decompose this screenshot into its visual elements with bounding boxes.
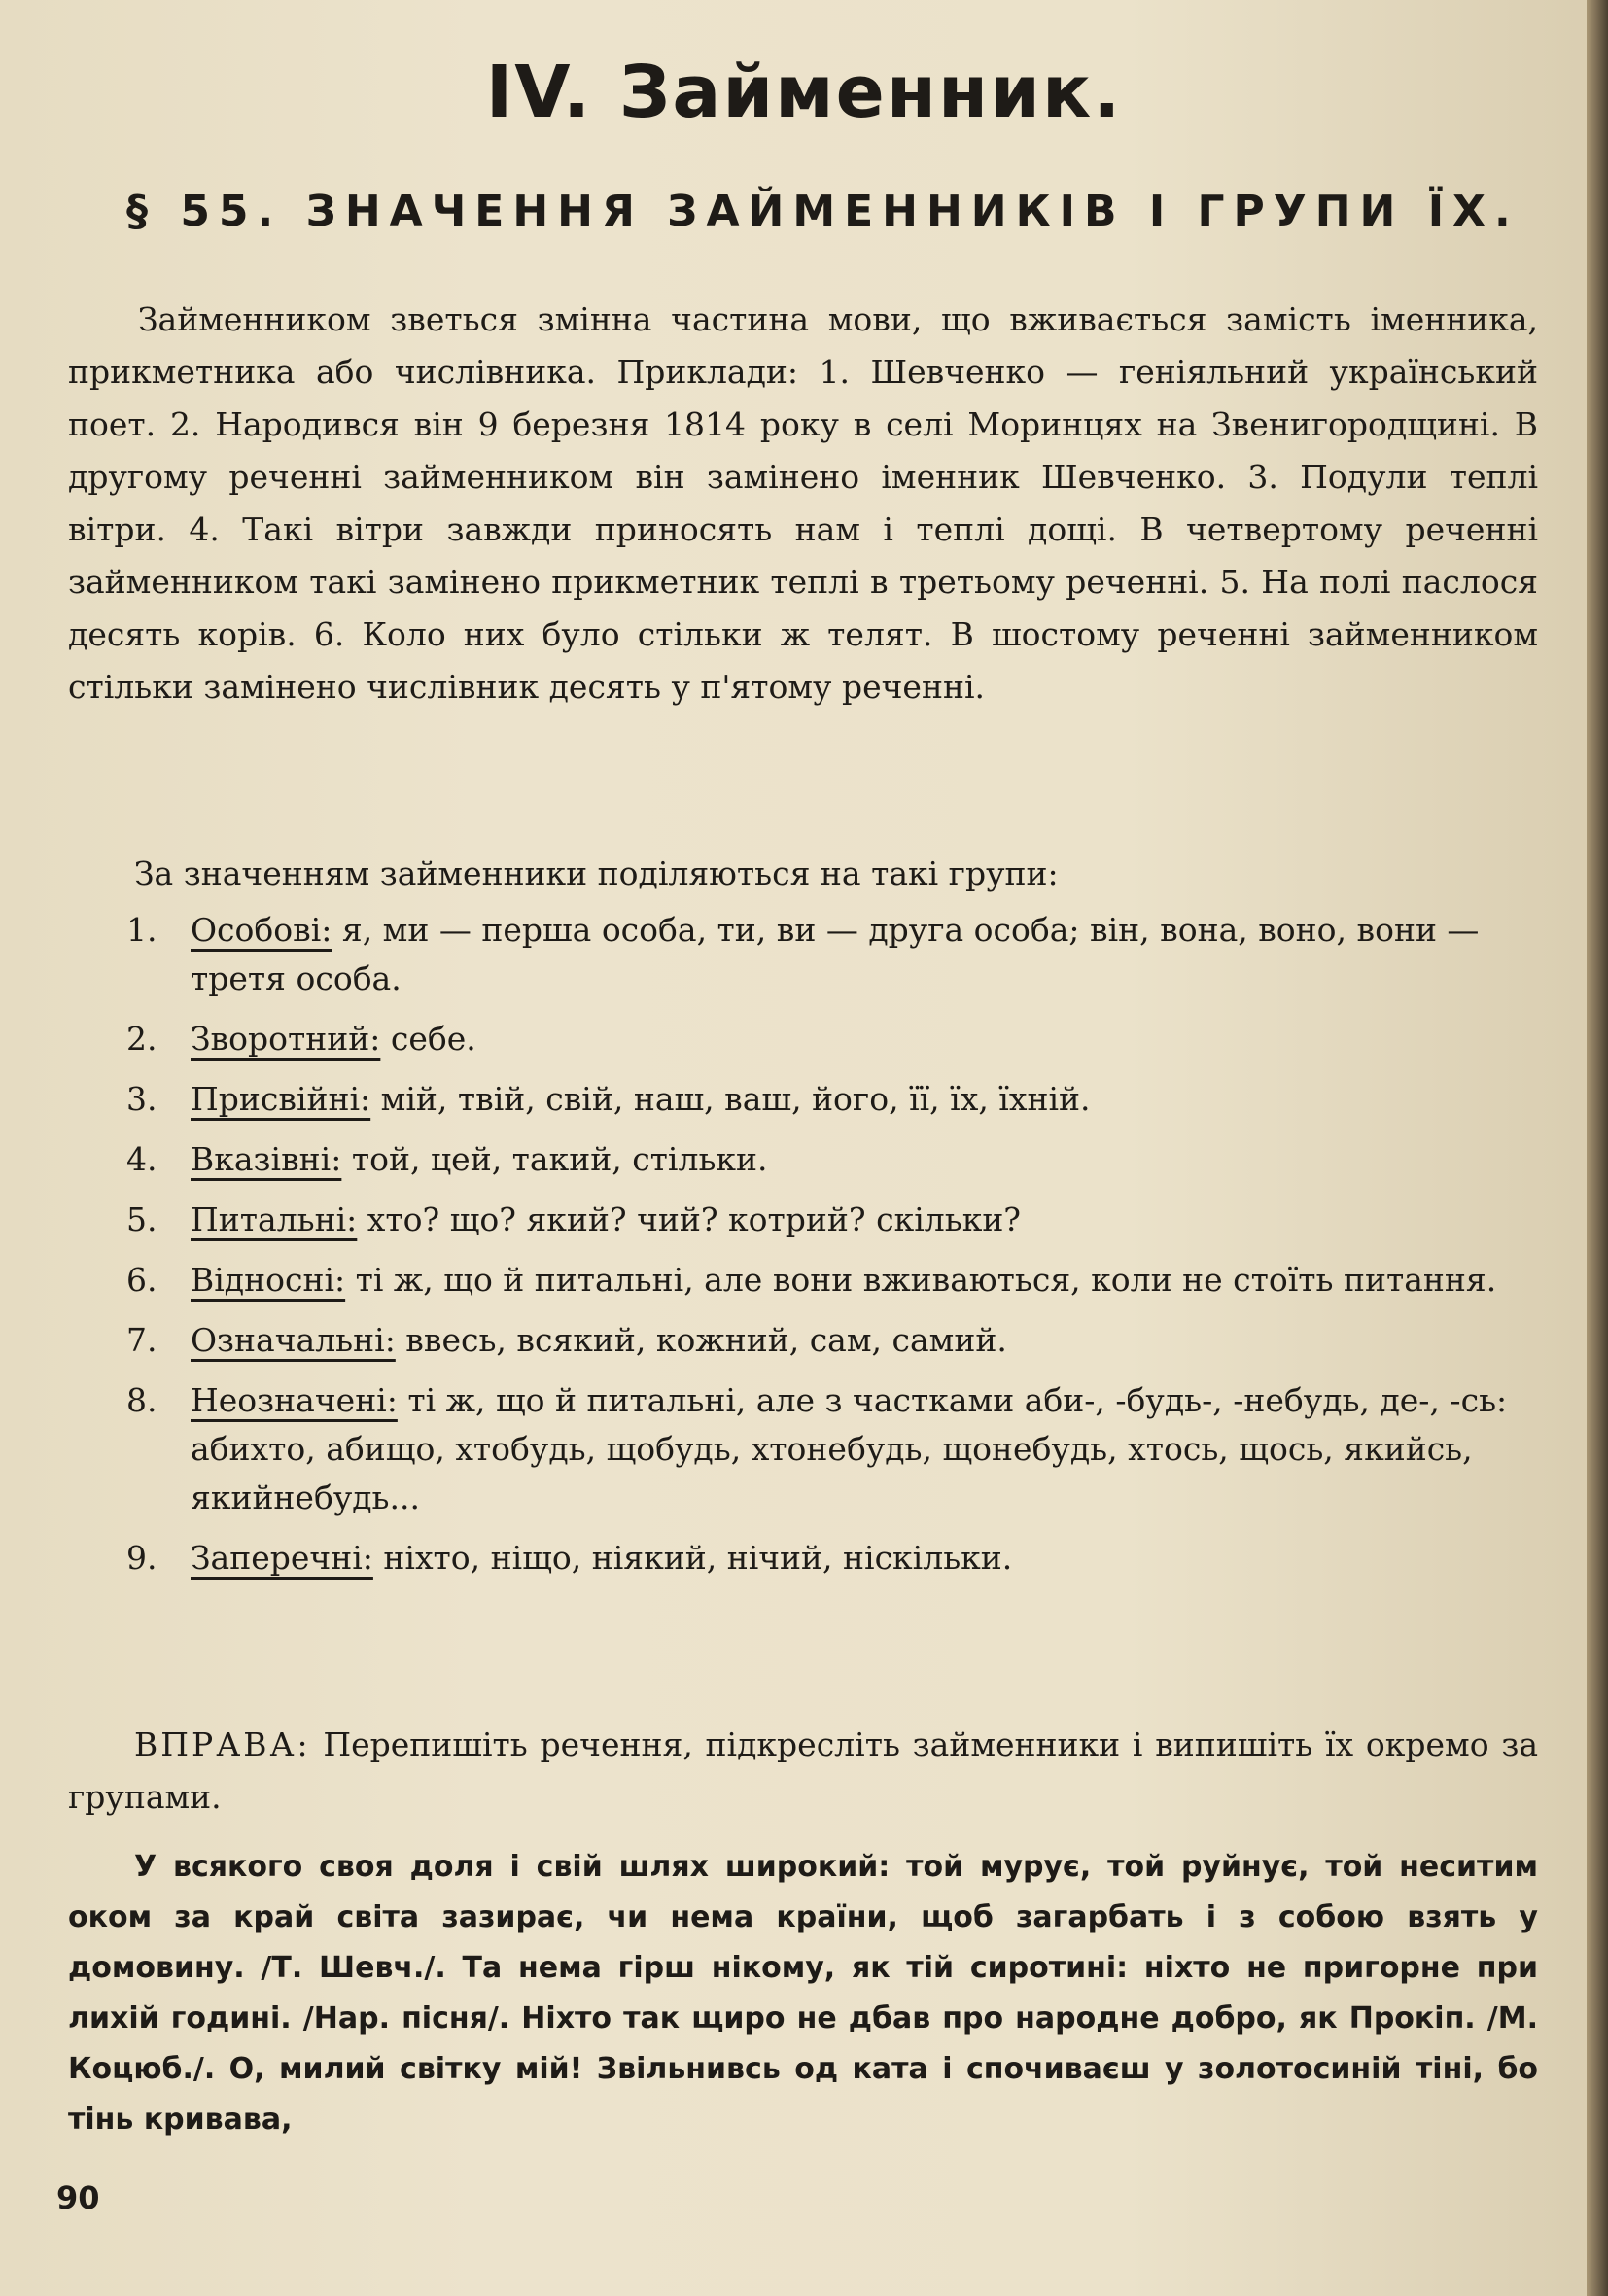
pronoun-group-item [126,1075,1536,1124]
pronoun-group-item [126,1256,1536,1305]
group-name: Вказівні: [191,1140,342,1178]
group-examples: хто? що? який? чий? котрий? скільки? [357,1200,1021,1238]
exercise-label: ВПРАВА: [134,1725,311,1763]
group-examples: ніхто, ніщо, ніякий, нічий, ніскільки. [372,1539,1013,1577]
section-title: § 55. ЗНАЧЕННЯ ЗАЙМЕННИКІВ І ГРУПИ ЇХ. [126,187,1520,236]
page-edge-shadow [1587,0,1608,2296]
exercise-instructions [68,1719,1538,1824]
group-number: 8. [126,1381,157,1419]
group-name: Відносні: [191,1261,346,1299]
group-name: Заперечні: [191,1539,373,1577]
group-examples: ті ж, що й питальні, але вони вживаються, коли не стоїть питання. [345,1261,1497,1299]
group-name: Питальні: [191,1200,358,1238]
group-name: Особові: [191,911,332,949]
pronoun-groups-list [126,906,1536,1594]
group-name: Зворотний: [191,1020,381,1058]
group-name: Неозначені: [191,1381,398,1419]
intro-paragraph: Займенником зветься змінна частина мови, що вживається замість іменника, прикметника або числівника. Приклади: 1. Шевченко — геніяльний український поет. 2. Народився він 9 березня 1814 року в селі Моринцях на Звенигородщині. В другому реченні займенником він замінено іменник Шевченко. 3. Подули теплі вітри. 4. Такі вітри завжди приносять нам і теплі дощі. В четвертому реченні займенником такі замінено прикметник теплі в третьому реченні. 5. На полі паслося десять корів. 6. Коло них було стільки ж телят. В шостому реченні займенником стільки замінено числівник десять у п'ятому реченні. [68,300,1538,706]
group-name: Означальні: [191,1321,396,1359]
group-number: 9. [126,1539,157,1577]
group-number: 4. [126,1140,157,1178]
page-number: 90 [56,2179,100,2216]
group-number: 2. [126,1020,157,1058]
pronoun-group-item [126,1135,1536,1184]
pronoun-group-item [126,1015,1536,1063]
pronoun-group-item [126,906,1536,1003]
group-number: 6. [126,1261,157,1299]
group-examples: ті ж, що й питальні, але з частками аби-, -будь-, -небудь, де-, -сь: абихто, абищо, хтобудь, щобудь, хтонебудь, щонебудь, хтось, щось, якийсь, якийнебудь... [191,1381,1508,1516]
group-examples: себе. [380,1020,476,1058]
group-examples: ввесь, всякий, кожний, сам, самий. [395,1321,1007,1359]
group-name: Присвійні: [191,1080,371,1118]
exercise-text: У всякого своя доля і свій шлях широкий: той мурує, той руйнує, той неситим оком за край світа зазирає, чи нема країни, щоб загарбать і з собою взять у домовину. /Т. Шевч./. Та нема гірш нікому, як тій сиротині: ніхто не пригорне при лихій годині. /Нар. пісня/. Ніхто так щиро не дбав про народне добро, як Прокіп. /М. Коцюб./. О, милий світку мій! Звільнивсь од ката і спочиваєш у золотосиній тіні, бо тінь кривава, [68,1850,1538,2137]
group-examples: я, ми — перша особа, ти, ви — друга особа; він, вона, воно, вони — третя особа. [191,911,1480,997]
group-number: 5. [126,1200,157,1238]
pronoun-group-item [126,1316,1536,1365]
exercise-task: Перепишіть речення, підкресліть займенники і випишіть їх окремо за групами. [68,1725,1538,1816]
chapter-title: IV. Займенник. [485,51,1123,134]
group-examples: той, цей, такий, стільки. [341,1140,768,1178]
group-number: 1. [126,911,157,949]
group-number: 3. [126,1080,157,1118]
group-number: 7. [126,1321,157,1359]
pronoun-group-item [126,1534,1536,1583]
group-examples: мій, твій, свій, наш, ваш, його, її, їх, їхній. [370,1080,1091,1118]
pronoun-group-item [126,1196,1536,1244]
groups-intro: За значенням займенники поділяються на такі групи: [134,854,1059,892]
pronoun-group-item [126,1376,1536,1522]
